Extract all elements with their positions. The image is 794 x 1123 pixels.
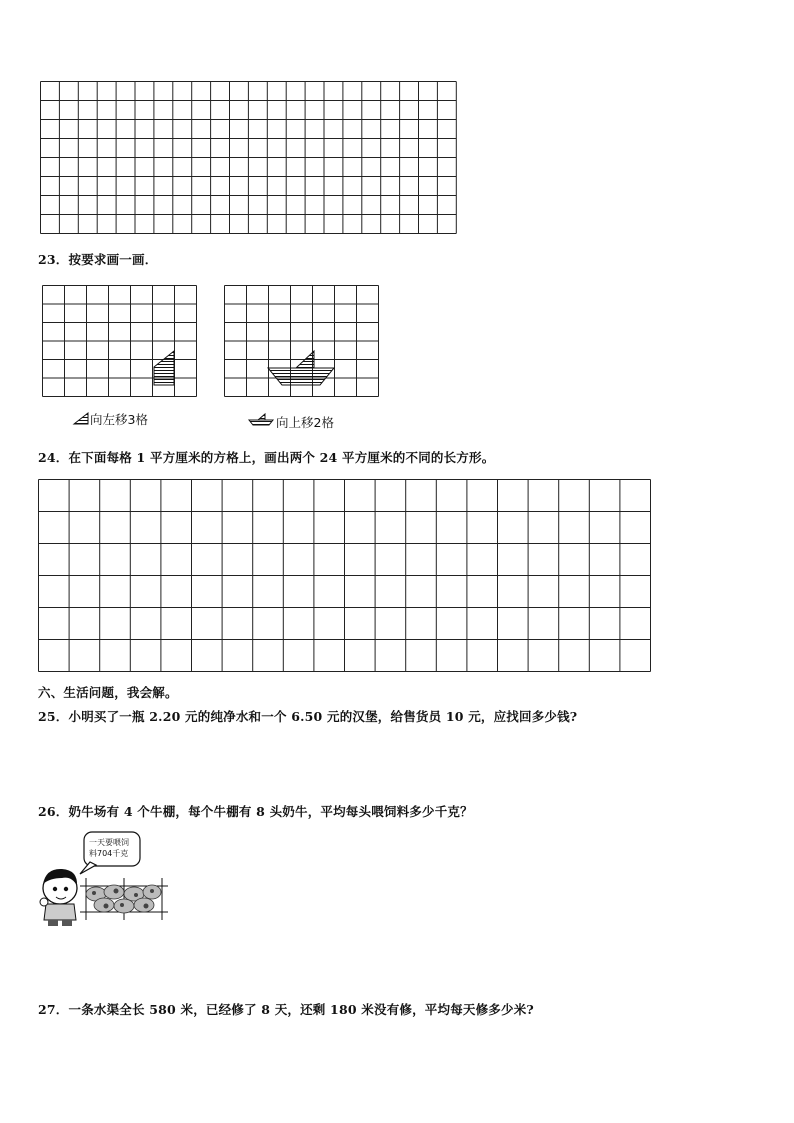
q23-left-caption: 向左移3格 — [90, 412, 148, 427]
q26-bubble-text — [89, 837, 141, 859]
q23-left-caption-icon — [72, 410, 92, 426]
question-26: 26．奶牛场有 4 个牛棚，每个牛棚有 8 头奶牛，平均每头喂饲料多少千克？ — [38, 804, 473, 819]
q23-left-grid[interactable] — [42, 285, 202, 400]
section-6-heading: 六、生活问题，我会解。 — [38, 685, 178, 700]
question-25: 25．小明买了一瓶 2.20 元的纯净水和一个 6.50 元的汉堡，给售货员 10 元，应找回多少钱? — [38, 709, 578, 724]
question-27: 27．一条水渠全长 580 米，已经修了 8 天，还剩 180 米没有修，平均每天修多少米? — [38, 1002, 534, 1017]
q23-right-caption: 向上移2格 — [276, 415, 334, 430]
q26-bubble-line1: 一天要喂饲 — [89, 838, 129, 847]
q23-right-caption-icon — [248, 411, 274, 427]
question-23: 23．按要求画一画． — [38, 252, 158, 267]
top-grid — [40, 81, 460, 236]
q26-bubble-line2: 料704千克 — [89, 849, 129, 858]
q23-right-shape — [268, 368, 334, 385]
q23-left-shape — [154, 351, 174, 385]
question-24: 24．在下面每格 1 平方厘米的方格上，画出两个 24 平方厘米的不同的长方形。 — [38, 450, 495, 465]
q24-grid[interactable] — [38, 479, 652, 673]
q23-right-grid[interactable] — [224, 285, 384, 400]
